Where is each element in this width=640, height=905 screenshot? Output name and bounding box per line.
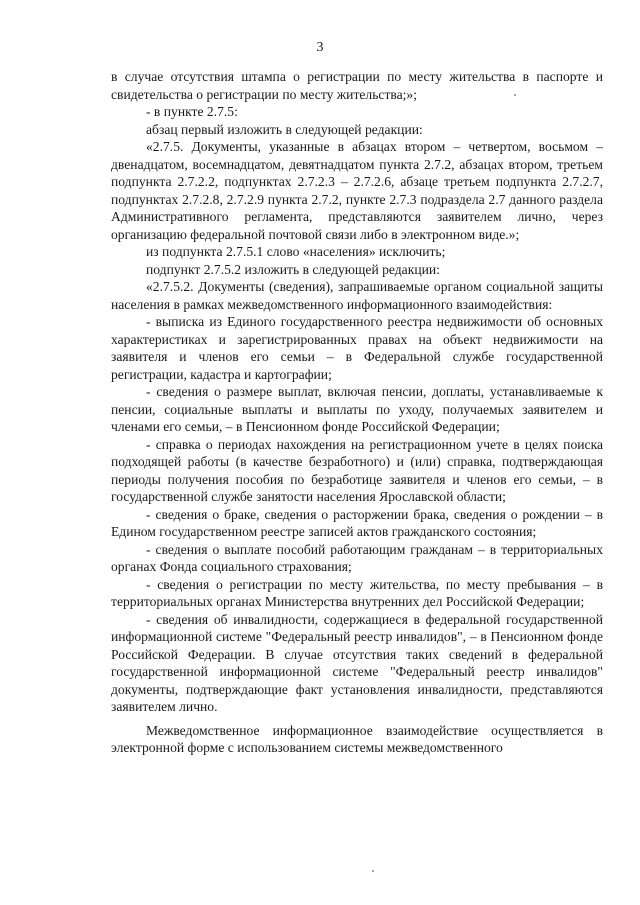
paragraph-2-7-5-2-edit: подпункт 2.7.5.2 изложить в следующей редакции: <box>146 261 440 277</box>
scan-speck <box>514 94 516 96</box>
paragraph-item-2-7-5: - в пункте 2.7.5: <box>146 104 238 119</box>
list-item-disability-register: - сведения об инвалидности, содержащиеся в федеральной государственной информационной системе "Федеральный реестр инвалидов", – в Пенсионном фонде Российской Федерации. В случае отсутствия таких сведений в федеральной государственной информационной системе "Федеральный реестр инвалидов" документы, подтверждающие факт установления инвалидности, представляются заявителем лично. <box>111 611 603 714</box>
paragraph-2-7-5-1-exclude: из подпункта 2.7.5.1 слово «населения» исключить; <box>146 244 446 259</box>
list-item-unemployment-certificate: - справка о периодах нахождения на регистрационном учете в целях поиска подходящей работы (в качестве безработного) и (или) справка, подтверждающая периоды получения пособия по безработице заявителя и членов его семьи, – в государственной службе занятости населения Ярославской области; <box>111 436 603 504</box>
list-item-pension-payments: - сведения о размере выплат, включая пенсии, доплаты, устанавливаемые к пенсии, социальные выплаты и выплаты по уходу, получаемых заявителем и членами его семьи, – в Пенсионном фонде Российской Федерации; <box>111 384 603 434</box>
paragraph-passport-stamp: в случае отсутствия штампа о регистрации по месту жительства в паспорте и свидетельства о регистрации по месту жительства;»; <box>111 69 603 102</box>
list-item-civil-status: - сведения о браке, сведения о расторжении брака, сведения о рождении – в Едином государственном реестре записей актов гражданского состояния; <box>111 506 603 539</box>
page-number: 3 <box>316 40 324 55</box>
list-item-real-estate-register: - выписка из Единого государственного реестра недвижимости об основных характеристиках и зарегистрированных правах на объект недвижимости на заявителя и членов его семьи – в Федеральной службе государственной регистрации, кадастра и картографии; <box>111 314 603 382</box>
paragraph-first-paragraph-edit: абзац первый изложить в следующей редакции: <box>146 121 423 137</box>
paragraph-2-7-5-text: «2.7.5. Документы, указанные в абзацах втором – четвертом, восьмом – двенадцатом, восемнадцатом, девятнадцатом пункта 2.7.2, абзацах втором, третьем подпункта 2.7.2.2, подпунктах 2.7.2.3 – 2.7.2.6, абзаце третьем подпункта 2.7.2.7, подпунктах 2.7.2.8, 2.7.2.9 пункта 2.7.2, пункте 2.7.3 подраздела 2.7 данного раздела Административного регламента, представляются заявителем лично, через организацию федеральной почтовой связи либо в электронном виде.»; <box>111 139 603 242</box>
list-item-social-insurance: - сведения о выплате пособий работающим гражданам – в территориальных органах Фонда социального страхования; <box>111 541 603 574</box>
scan-speck <box>372 870 374 872</box>
list-item-residence-registration: - сведения о регистрации по месту жительства, по месту пребывания – в территориальных органах Министерства внутренних дел Российской Федерации; <box>111 576 603 609</box>
document-body <box>111 68 603 757</box>
paragraph-2-7-5-2-text: «2.7.5.2. Документы (сведения), запрашиваемые органом социальной защиты населения в рамках межведомственного информационного взаимодействия: <box>111 279 603 312</box>
paragraph-interagency-interaction: Межведомственное информационное взаимодействие осуществляется в электронной форме с использованием системы межведомственного <box>111 722 603 755</box>
